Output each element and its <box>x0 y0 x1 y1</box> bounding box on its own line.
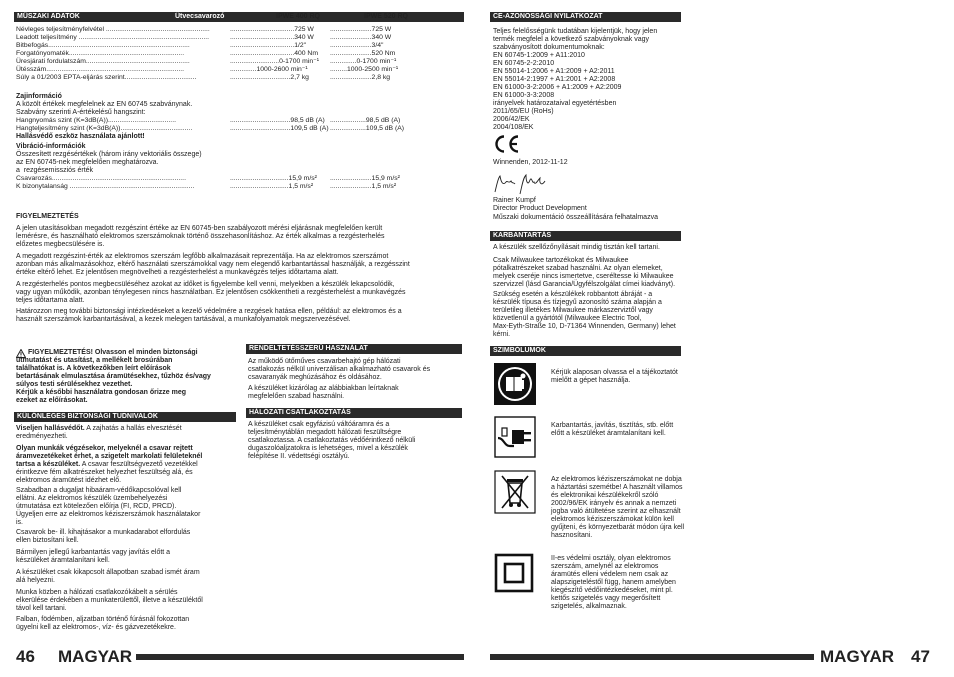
signer-note: Műszaki dokumentáció összeállítására felhatalmazva <box>493 214 658 221</box>
table-row-value-2: ...................109,5 dB (A) <box>330 125 405 132</box>
table-row-label: Bitbefogás........................................................................... <box>16 42 190 49</box>
warning-paragraph: A rezgésterhelés pontos megbecsüléséhez azokat az időket is figyelembe kell venni, melyekben a készülék lekapcsolódik, vagy ugyan működik, azonban ténylegesen nincs használatban. Ez jelentősen csökkentheti a rezgésterhelést a munkavégzés teljes időtartama alatt. <box>16 281 406 304</box>
table-row-value-1: ...............................1,5 m/s² <box>230 183 314 190</box>
table-row-value-1: ................................98,5 dB (A) <box>230 117 325 124</box>
noise-title: Zajinformáció <box>16 93 62 100</box>
table-row-value-1: ..................................340 W <box>230 34 314 41</box>
vibration-title: Vibráció-információk <box>16 143 86 150</box>
table-row-label: Névleges teljesítményfelvétel ....................................................... <box>16 26 210 33</box>
warning-paragraph: A megadott rezgészint-érték az elektromos szerszám legfőbb alkalmazásait reprezentálja. Ha az elektromos szerszámot azonban más alkalmazásokhoz, eltérő használati szerszámokkal vagy nem elegendő karbantartással használják, a rezgésszint értéke eltérő lehet. Ez jelentősen megnövelheti a rezgésterhelést a munkavégzés teljes időtartama alatt. <box>16 253 410 276</box>
table-row-label: Forgatónyomaték............................................................. <box>16 50 185 57</box>
table-row-value-2: ......................340 W <box>330 34 392 41</box>
language-label-left: MAGYAR <box>58 647 132 666</box>
table-row-value-2: ......................2,8 kg <box>330 74 391 81</box>
unplug-icon <box>494 416 536 458</box>
table-row-value-2: .........1000-2500 min⁻¹ <box>330 66 399 73</box>
warning-paragraph: Határozzon meg további biztonsági intézkedéseket a kezelő védelmére a rezgések hatása ellen, például: az elektromos és a használt szerszámok karbantartásával, a kezek melegen tartásával, a munkafolyamatok megszervezésével. <box>16 308 402 323</box>
intended-use-text-2: A készüléket kizárólag az alábbiakban leírtaknak megfelelően szabad használni. <box>248 385 399 400</box>
place-date: Winnenden, 2012-11-12 <box>493 159 568 166</box>
ce-header: CE-AZONOSSÁGI NYILATKOZAT <box>490 12 681 22</box>
model-col-400: IPWE 400 RQ <box>276 13 320 20</box>
weee-bin-icon <box>494 470 536 514</box>
table-row-value-2: ......................1,5 m/s² <box>330 183 397 190</box>
table-row-value-2: ......................15,9 m/s² <box>330 175 400 182</box>
noise-warning: Hallásvédő eszköz használata ajánlott! <box>16 133 145 140</box>
mains-header: HÁLÓZATI CSATLAKOZTATÁS <box>246 408 462 418</box>
page-number-left: 46 <box>16 647 35 666</box>
table-row-value-1: ................................2,7 kg <box>230 74 309 81</box>
bold-lead: Viseljen hallásvédőt. <box>16 425 85 432</box>
table-row-value-2: ......................725 W <box>330 26 392 33</box>
safety-paragraph: Szabadban a dugaljat hibaáram-védőkapcsolóval kell ellátni. Az elektromos készülék üzembehelyezési útmutatása ezt kötelezően előírja (FI, RCD, PRCD). Ügyeljen erre az elektromos kéziszerszámok használatakor is. <box>16 487 201 526</box>
mains-text: A készüléket csak egyfázisú váltóáramra és a teljesítménytáblán megadott hálózati feszültségre csatlakoztassa. A csatlakoztatás védőérintkező nélküli dugaszolóaljzatokra is lehetséges, mivel a készülék felépítése II. védettségi osztályú. <box>248 421 416 460</box>
maintenance-paragraph: Csak Milwaukee tartozékokat és Milwaukee pótalkatrészeket szabad használni. Az olyan elemeket, melyek cseréje nincs ismertetve, cseréltesse ki Milwaukee szervizzel (lásd Garancia/Ügyfélszolgálat címei kiadványt). <box>493 257 676 288</box>
manual-icon <box>494 363 536 405</box>
table-row-value-1: ..............1000-2600 min⁻¹ <box>230 66 308 73</box>
symbols-header: SZIMBÓLUMOK <box>490 346 681 356</box>
table-row-label: Üresjárati fordulatszám....................................................... <box>16 58 190 65</box>
safety-paragraph: Falban, födémben, aljzatban történő fúrásnál fokozottan ügyelni kell az elektromos-, víz- és gázvezetékekre. <box>16 616 190 631</box>
table-row-label: Hangteljesítmény szint (K=3dB(A))...................................... <box>16 125 193 132</box>
warning-paragraph: A jelen utasításokban megadott rezgészint értéke az EN 60745-ben szabályozott mérési eljárásnak megfelelően került lemérésre, és használható elektromos szerszámoknak történő összehasonlításhoz. Az érték alkalmas a rezgésterhelés előzetes megbecsülésére is. <box>16 225 385 248</box>
footer-rule-left <box>136 654 464 660</box>
table-row-label: K bizonytalanság .................................................................. <box>16 183 195 190</box>
noise-text: A közölt értékek megfelelnek az EN 60745 szabványnak. Szabvány szerinti A-értékelésű hangszint: <box>16 101 193 116</box>
ce-mark-icon <box>493 134 521 154</box>
safety-paragraph: Olyan munkák végzésekor, melyeknél a csavar rejtett áramvezetékeket érhet, a szigetelt markolati felületeknél tartsa a készüléket. A csavar feszültségvezető vezetékkel érintkezve fém alkatrészeket helyezhet feszültség alá, és elektromos áramütést idézhet elő. <box>16 445 203 484</box>
symbol-text-class-ii: II-es védelmi osztály, olyan elektromos szerszám, amelynél az elektromos áramütés elleni védelem nem csak az alapszigeteléstől függ, hanem amelyben kiegészítő védőintézkedéseket, mint pl. kettős szigetelés vagy megerősített szigetelés, alkalmaznak. <box>551 555 676 610</box>
language-label-right: MAGYAR <box>820 647 894 666</box>
table-row-value-2: ...................98,5 dB (A) <box>330 117 401 124</box>
intended-use-text: Az működő ütőműves csavarbehajtó gép hálózati csatlakozás nélkül univerzálisan alkalmazható csavarok és csavaranyák meghúzásához és oldásához. <box>248 358 431 381</box>
class-ii-icon <box>494 553 534 593</box>
page-number-right: 47 <box>911 647 930 666</box>
table-row-label: Súly a 01/2003 EPTA-eljárás szerint...................................... <box>16 74 197 81</box>
table-row-value-2: ......................3/4" <box>330 42 384 49</box>
vibration-text: Összesített rezgésértékek (három irány vektoriális összege) az EN 60745-nek megfelelően meghatározva. a rezgésemissziós érték <box>16 151 202 174</box>
safety-paragraph: A készüléket csak kikapcsolt állapotban szabad ismét áram alá helyezni. <box>16 569 200 584</box>
safety-header: KÜLÖNLEGES BIZTONSÁGI TUDNIVALÓK <box>14 412 236 422</box>
table-row-value-1: ..................................1/2" <box>230 42 307 49</box>
maintenance-paragraph: Szükség esetén a készülékek robbantott ábráját - a készülék típusa és tízjegyű azonosító száma alapján a területileg illetékes Milwaukee márkaszerviztől vagy közvetlenül a gyártótól (Milwaukee Electric Tool, Max-Eyth-Straße 10, D-71364 Winnenden, Germany) lehet kérni. <box>493 291 676 338</box>
symbol-text-unplug: Karbantartás, javítás, tisztítás, stb. előtt előtt a készüléket áramtalanítani kell. <box>551 422 674 437</box>
table-row-value-2: ..............0-1700 min⁻¹ <box>330 58 397 65</box>
signature-image <box>492 172 548 196</box>
table-row-value-1: ...............................15,9 m/s² <box>230 175 317 182</box>
model-col-520: IPWE 520 RQ <box>364 13 408 20</box>
footer-rule-right <box>490 654 814 660</box>
table-row-value-1: ..................................725 W <box>230 26 314 33</box>
maintenance-header: KARBANTARTÁS <box>490 231 681 241</box>
intended-use-header: RENDELTETÉSSZERŰ HASZNÁLAT <box>246 344 462 354</box>
symbol-text-manual: Kérjük alaposan olvassa el a tájékoztatót mielőtt a gépet használja. <box>551 369 678 384</box>
table-row-label: Csavarozás....................................................................... <box>16 175 186 182</box>
table-row-value-2: ......................520 Nm <box>330 50 396 57</box>
maintenance-paragraph: A készülék szellőzőnyílásait mindig tisztán kell tartani. <box>493 244 660 251</box>
table-row-value-1: ..........................0-1700 min⁻¹ <box>230 58 319 65</box>
table-row-label: Hangnyomás szint (K=3dB(A)).................................... <box>16 117 176 124</box>
table-row-value-1: ................................109,5 dB (A) <box>230 125 329 132</box>
attention-text: FIGYELMEZTETÉS! Olvasson el minden biztonsági útmutatást és utasítást, a mellékelt brosúrában találhatókat is. A következőkben leírt előírások betartásának elmulasztása áramütésekhez, tűzhöz és/vagy súlyos testi sérülésekhez vezethet. Kérjük a későbbi használatra gondosan őrizze meg ezeket az előírásokat. <box>16 349 211 404</box>
safety-paragraph: Viseljen hallásvédőt. A zajhatás a hallás elvesztését eredményezheti. <box>16 425 182 440</box>
tech-data-title: MŰSZAKI ADATOK <box>17 13 80 20</box>
symbol-text-weee: Az elektromos kéziszerszámokat ne dobja a háztartási szemétbe! A használt villamos és elektronikai készülékekről szóló 2002/96/EK irányelv és annak a nemzeti jogba való átültetése szerint az elhasznált elektromos kéziszerszámokat külön kell gyűjteni, és környezetbarát módon újra kell hasznosítani. <box>551 476 685 539</box>
warning-title: FIGYELMEZTETÉS <box>16 213 79 220</box>
safety-paragraph: Bármilyen jellegű karbantartás vagy javítás előtt a készüléket áramtalanítani kell. <box>16 549 171 564</box>
safety-paragraph: Csavarok be- ill. kihajtásakor a munkadarabot elfordulás ellen biztosítani kell. <box>16 529 191 544</box>
signer-name: Rainer Kumpf Director Product Development <box>493 197 587 212</box>
table-row-value-1: ..................................400 Nm <box>230 50 319 57</box>
safety-paragraph: Munka közben a hálózati csatlakozókábelt a sérülés elkerülése érdekében a munkaterülettől, illetve a készüléktől távol kell tartani. <box>16 589 203 612</box>
table-row-label: Ütésszám......................................................................... <box>16 66 185 73</box>
table-row-label: Leadott teljesítmény ..................................................................... <box>16 34 210 41</box>
tech-data-col1: Ütvecsavarozó <box>175 13 225 20</box>
ce-declaration: Teljes felelősségünk tudatában kijelentjük, hogy jelen termék megfelel a következő szabványoknak vagy szabványosított dokumentumoknak: EN 60745-1:2009 + A11:2010 EN 60745-2-2:2010 EN 55014-1:2006 + A1:2009 + A2:2011 EN 55014-2:1997 + A1:2001 + A2:2008 EN 61000-3-2:2006 + A1:2009 + A2:2009 EN 61000-3-3:2008 irányelvek határozataival egyetértésben 2011/65/EU (RoHs) 2006/42/EK 2004/108/EK <box>493 28 658 131</box>
bold-lead: Olyan munkák végzésekor, melyeknél a csavar rejtett áramvezetékeket érhet, a szigetelt markolati felületeknél tartsa a készüléket. <box>16 445 203 468</box>
